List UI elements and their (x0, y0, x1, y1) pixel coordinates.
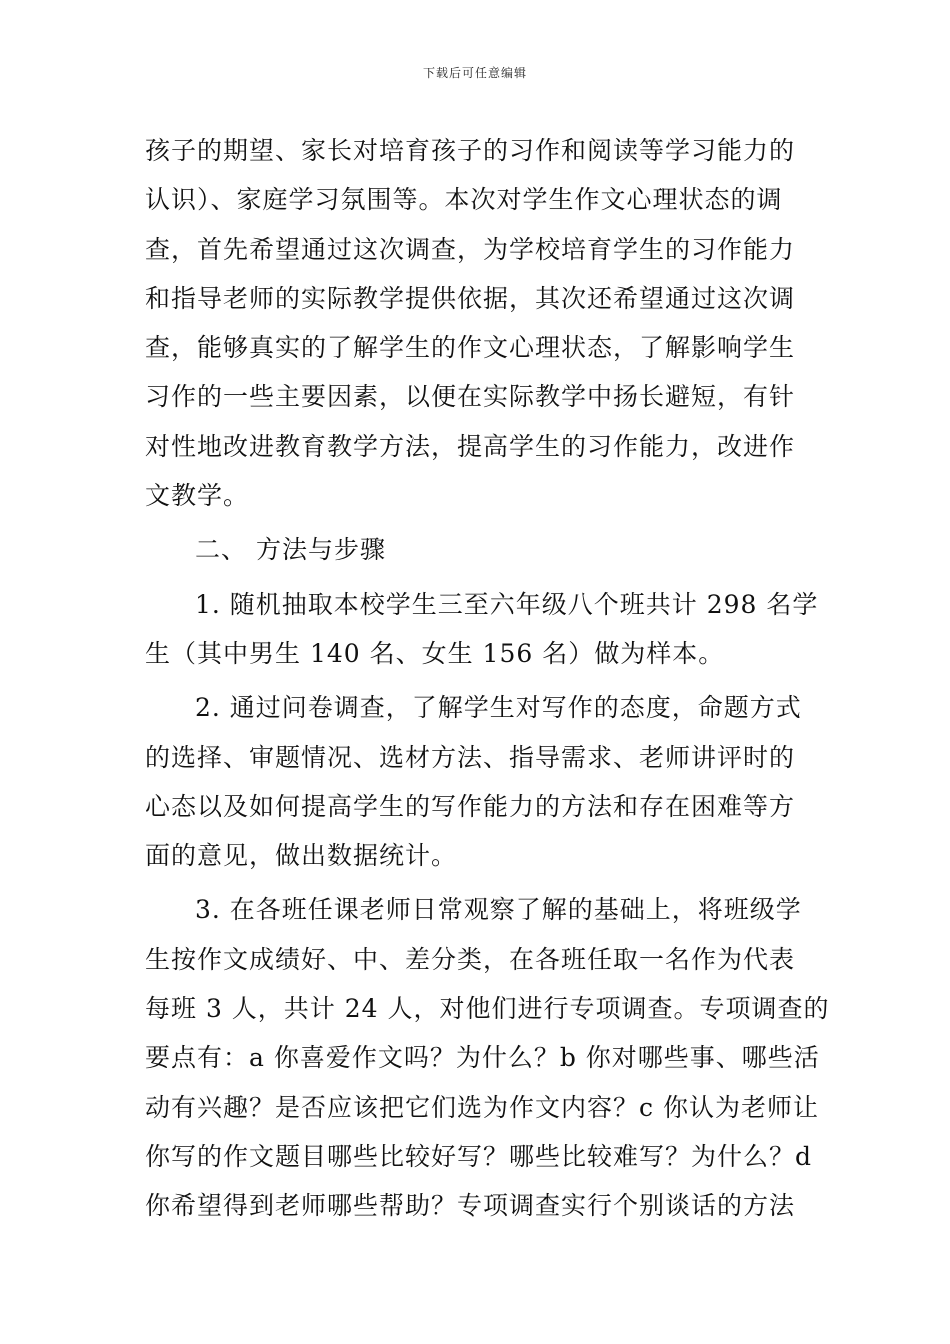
text-line: 动有兴趣？是否应该把它们选为作文内容？c 你认为老师让 (145, 1092, 819, 1122)
text-line: 要点有：a 你喜爱作文吗？为什么？b 你对哪些事、哪些活 (145, 1043, 820, 1073)
text-line: 查，能够真实的了解学生的作文心理状态，了解影响学生 (145, 333, 796, 363)
section-heading-methods (145, 525, 810, 574)
paragraph-step-2 (145, 683, 810, 880)
text-line: 你希望得到老师哪些帮助？专项调查实行个别谈话的方法 (145, 1191, 796, 1221)
text-line: 和指导老师的实际教学提供依据，其次还希望通过这次调 (145, 283, 796, 313)
text-line: 认识）、家庭学习氛围等。本次对学生作文心理状态的调 (145, 185, 783, 215)
text-line: 心态以及如何提高学生的写作能力的方法和存在困难等方 (145, 791, 796, 821)
text-line: 查，首先希望通过这次调查，为学校培育学生的习作能力 (145, 234, 796, 264)
paragraph-step-1 (145, 580, 819, 679)
text-line: 每班 3 人，共计 24 人，对他们进行专项调查。专项调查的 (145, 994, 830, 1024)
text-line: 面的意见，做出数据统计。 (145, 841, 458, 871)
paragraph-step-3 (145, 885, 830, 1230)
text-line: 生按作文成绩好、中、差分类，在各班任取一名作为代表 (145, 944, 796, 974)
text-line: 生（其中男生 140 名、女生 156 名）做为样本。 (145, 638, 725, 668)
text-line: 的选择、审题情况、选材方法、指导需求、老师讲评时的 (145, 742, 796, 772)
text-line: 习作的一些主要因素，以便在实际教学中扬长避短，有针 (145, 382, 796, 412)
document-body (145, 126, 830, 1231)
text-line: 1. 随机抽取本校学生三至六年级八个班共计 298 名学 (195, 589, 819, 619)
text-line: 你写的作文题目哪些比较好写？哪些比较难写？为什么？d (145, 1141, 813, 1171)
text-line: 3. 在各班任课老师日常观察了解的基础上，将班级学 (195, 895, 802, 925)
text-line: 对性地改进教育教学方法，提高学生的习作能力，改进作 (145, 431, 796, 461)
page-header: 下载后可任意编辑 (422, 66, 527, 80)
paragraph-purpose (145, 126, 810, 520)
text-line: 孩子的期望、家长对培育孩子的习作和阅读等学习能力的 (145, 136, 796, 165)
text-line: 2. 通过问卷调查，了解学生对写作的态度，命题方式 (195, 693, 802, 723)
section-heading: 二、 方法与步骤 (195, 535, 386, 565)
text-line: 文教学。 (145, 481, 250, 511)
